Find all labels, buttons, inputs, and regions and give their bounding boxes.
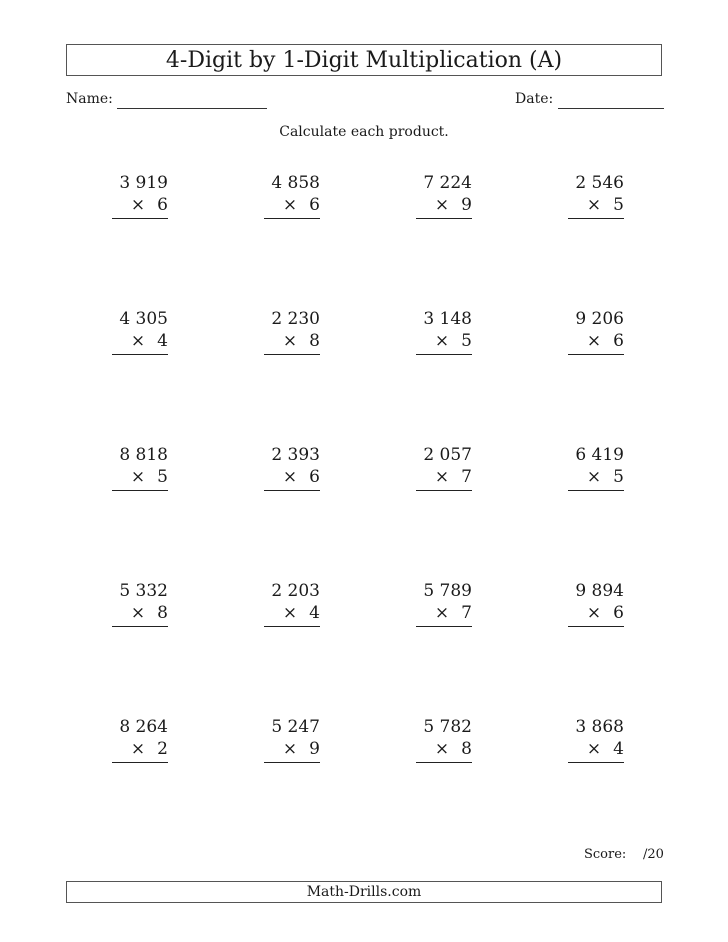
multiplicand: 2 203: [271, 581, 320, 601]
multiplicand: 2 393: [271, 445, 320, 465]
multiplier: 8: [157, 603, 168, 623]
multiplier: 7: [461, 467, 472, 487]
multiplier-row: [568, 330, 624, 352]
problem: [264, 444, 320, 491]
answer-line[interactable]: [568, 762, 624, 763]
multiplier: 4: [157, 331, 168, 351]
multiplicand: 5 247: [271, 717, 320, 737]
worksheet-title: 4-Digit by 1-Digit Multiplication (A): [165, 47, 563, 73]
problem: [416, 580, 472, 627]
answer-line[interactable]: [416, 762, 472, 763]
multiplicand: 2 057: [423, 445, 472, 465]
answer-line[interactable]: [416, 490, 472, 491]
times-symbol: ×: [282, 739, 298, 759]
multiplicand: 3 148: [423, 309, 472, 329]
multiplier-row: [264, 466, 320, 488]
multiplicand: 6 419: [575, 445, 624, 465]
answer-line[interactable]: [264, 354, 320, 355]
multiplier: 6: [309, 195, 320, 215]
multiplicand: 2 230: [271, 309, 320, 329]
multiplicand: 3 868: [575, 717, 624, 737]
answer-line[interactable]: [264, 490, 320, 491]
answer-line[interactable]: [112, 626, 168, 627]
problem: [264, 580, 320, 627]
multiplier: 5: [157, 467, 168, 487]
times-symbol: ×: [434, 195, 450, 215]
times-symbol: ×: [130, 195, 146, 215]
multiplier-row: [416, 330, 472, 352]
multiplier: 8: [309, 331, 320, 351]
multiplier-row: [112, 738, 168, 760]
multiplier: 7: [461, 603, 472, 623]
problem: [112, 444, 168, 491]
multiplier: 8: [461, 739, 472, 759]
instructions: Calculate each product.: [279, 124, 449, 140]
multiplier: 6: [613, 603, 624, 623]
times-symbol: ×: [434, 467, 450, 487]
multiplicand: 7 224: [423, 173, 472, 193]
times-symbol: ×: [434, 603, 450, 623]
times-symbol: ×: [434, 739, 450, 759]
problem: [112, 716, 168, 763]
times-symbol: ×: [586, 467, 602, 487]
multiplier-row: [112, 330, 168, 352]
multiplier: 6: [613, 331, 624, 351]
multiplicand: 5 789: [423, 581, 472, 601]
problem: [264, 716, 320, 763]
multiplier: 6: [157, 195, 168, 215]
multiplier: 6: [309, 467, 320, 487]
problem: [568, 308, 624, 355]
times-symbol: ×: [586, 603, 602, 623]
times-symbol: ×: [586, 739, 602, 759]
answer-line[interactable]: [568, 626, 624, 627]
answer-line[interactable]: [264, 626, 320, 627]
problem: [112, 308, 168, 355]
multiplicand: 9 206: [575, 309, 624, 329]
multiplicand: 5 782: [423, 717, 472, 737]
answer-line[interactable]: [264, 762, 320, 763]
multiplier-row: [568, 194, 624, 216]
answer-line[interactable]: [264, 218, 320, 219]
problem: [568, 716, 624, 763]
times-symbol: ×: [282, 195, 298, 215]
multiplier-row: [264, 330, 320, 352]
multiplier: 4: [309, 603, 320, 623]
times-symbol: ×: [130, 467, 146, 487]
answer-line[interactable]: [416, 626, 472, 627]
footer-text: Math-Drills.com: [306, 884, 422, 900]
multiplier-row: [264, 738, 320, 760]
multiplier: 5: [461, 331, 472, 351]
name-label: Name:: [66, 91, 113, 107]
answer-line[interactable]: [416, 354, 472, 355]
multiplier: 9: [309, 739, 320, 759]
score-label: Score:: [584, 847, 627, 862]
times-symbol: ×: [282, 603, 298, 623]
times-symbol: ×: [130, 739, 146, 759]
problem: [568, 444, 624, 491]
answer-line[interactable]: [568, 354, 624, 355]
multiplicand: 4 305: [119, 309, 168, 329]
problem: [112, 172, 168, 219]
times-symbol: ×: [586, 331, 602, 351]
multiplicand: 5 332: [119, 581, 168, 601]
problem: [112, 580, 168, 627]
multiplicand: 8 818: [119, 445, 168, 465]
multiplicand: 9 894: [575, 581, 624, 601]
problem: [568, 580, 624, 627]
answer-line[interactable]: [568, 490, 624, 491]
multiplier: 9: [461, 195, 472, 215]
multiplier-row: [416, 194, 472, 216]
answer-line[interactable]: [112, 354, 168, 355]
answer-line[interactable]: [112, 218, 168, 219]
times-symbol: ×: [282, 331, 298, 351]
times-symbol: ×: [130, 603, 146, 623]
multiplier-row: [568, 602, 624, 624]
answer-line[interactable]: [112, 762, 168, 763]
multiplier-row: [112, 602, 168, 624]
problem: [416, 172, 472, 219]
times-symbol: ×: [586, 195, 602, 215]
answer-line[interactable]: [568, 218, 624, 219]
multiplier-row: [112, 466, 168, 488]
multiplicand: 4 858: [271, 173, 320, 193]
multiplier: 4: [613, 739, 624, 759]
times-symbol: ×: [130, 331, 146, 351]
problem: [264, 172, 320, 219]
times-symbol: ×: [434, 331, 450, 351]
problem: [416, 716, 472, 763]
multiplicand: 2 546: [575, 173, 624, 193]
footer-box: [66, 881, 662, 903]
multiplier: 5: [613, 195, 624, 215]
answer-line[interactable]: [416, 218, 472, 219]
multiplicand: 3 919: [119, 173, 168, 193]
problem: [568, 172, 624, 219]
problem: [264, 308, 320, 355]
multiplier: 5: [613, 467, 624, 487]
answer-line[interactable]: [112, 490, 168, 491]
multiplier-row: [416, 602, 472, 624]
multiplier-row: [264, 602, 320, 624]
multiplier-row: [416, 466, 472, 488]
multiplier-row: [416, 738, 472, 760]
multiplier-row: [264, 194, 320, 216]
multiplier-row: [112, 194, 168, 216]
multiplier: 2: [157, 739, 168, 759]
multiplicand: 8 264: [119, 717, 168, 737]
date-label: Date:: [515, 91, 554, 107]
multiplier-row: [568, 738, 624, 760]
problem: [416, 308, 472, 355]
multiplier-row: [568, 466, 624, 488]
times-symbol: ×: [282, 467, 298, 487]
score-total: /20: [643, 847, 664, 862]
problem: [416, 444, 472, 491]
